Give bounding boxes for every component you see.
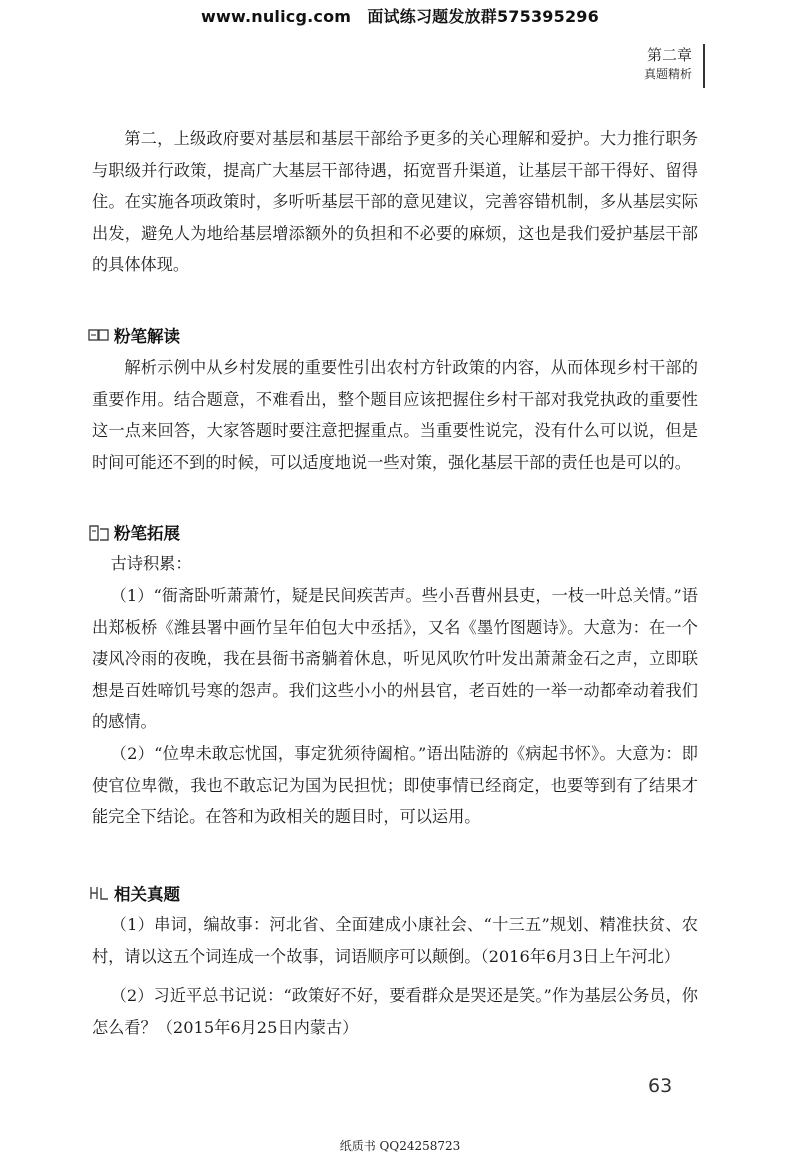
section-tuozhan-title: 粉笔拓展 — [114, 524, 180, 543]
chapter-title: 第二章 — [646, 46, 692, 64]
question-mark-icon — [88, 885, 110, 901]
board-icon — [88, 327, 110, 343]
intro-paragraph: 第二，上级政府要对基层和基层干部给予更多的关心理解和爱护。大力推行职务与职级并行政策，提高广大基层干部待遇，拓宽晋升渠道，让基层干部干得好、留得住。在实施各项政策时，多听听基层干部的意见建议，完善容错机制，多从基层实际出发，避免人为地给基层增添额外的负担和不必要的麻烦，这也是我们爱护基层干部的具体体现。 — [92, 129, 698, 274]
section-zhenti-title: 相关真题 — [114, 885, 180, 904]
section-tuozhan-label: 古诗积累： — [110, 554, 192, 573]
question-item-2: （2）习近平总书记说：“政策好不好，要看群众是哭还是笑。”作为基层公务员，你怎么看？（2015年6月25日内蒙古） — [92, 986, 698, 1037]
page-number: 63 — [648, 1075, 673, 1097]
section-jiedu-body: 解析示例中从乡村发展的重要性引出农村方针政策的内容，从而体现乡村干部的重要作用。结合题意，不难看出，整个题目应该把握住乡村干部对我党执政的重要性这一点来回答，大家答题时要注意把握重点。当重要性说完，没有什么可以说，但是时间可能还不到的时候，可以适度地说一些对策，强化基层干部的责任也是可以的。 — [92, 358, 698, 472]
section-jiedu-heading — [88, 323, 180, 347]
chapter-subtitle: 真题精析 — [643, 67, 692, 81]
watermark-banner: www.nulicg.com 面试练习题发放群575395296 — [201, 7, 599, 26]
book-icon — [88, 524, 110, 540]
section-tuozhan-heading — [88, 520, 180, 544]
chapter-header — [644, 44, 692, 82]
footer-note: 纸质书 QQ24258723 — [339, 1139, 461, 1153]
poem-item-2: （2）“位卑未敢忘忧国，事定犹须待阖棺。”语出陆游的《病起书怀》。大意为：即使官位卑微，我也不敢忘记为国为民担忧；即使事情已经商定，也要等到有了结果才能完全下结论。在答和为政相关的题目时，可以运用。 — [92, 744, 698, 826]
section-zhenti-heading — [88, 881, 180, 905]
poem-item-1: （1）“衙斋卧听萧萧竹，疑是民间疾苦声。些小吾曹州县吏，一枝一叶总关情。”语出郑板桥《潍县署中画竹呈年伯包大中丞括》，又名《墨竹图题诗》。大意为：在一个凄风冷雨的夜晚，我在县衙书斋躺着休息，听见风吹竹叶发出萧萧金石之声，立即联想是百姓啼饥号寒的怨声。我们这些小小的州县官，老百姓的一举一动都牵动着我们的感情。 — [92, 586, 698, 731]
question-item-1: （1）串词，编故事：河北省、全面建成小康社会、“十三五”规划、精准扶贫、农村，请以这五个词连成一个故事，词语顺序可以颠倒。（2016年6月3日上午河北） — [92, 915, 698, 966]
section-jiedu-title: 粉笔解读 — [114, 327, 180, 346]
chapter-divider — [703, 44, 705, 88]
